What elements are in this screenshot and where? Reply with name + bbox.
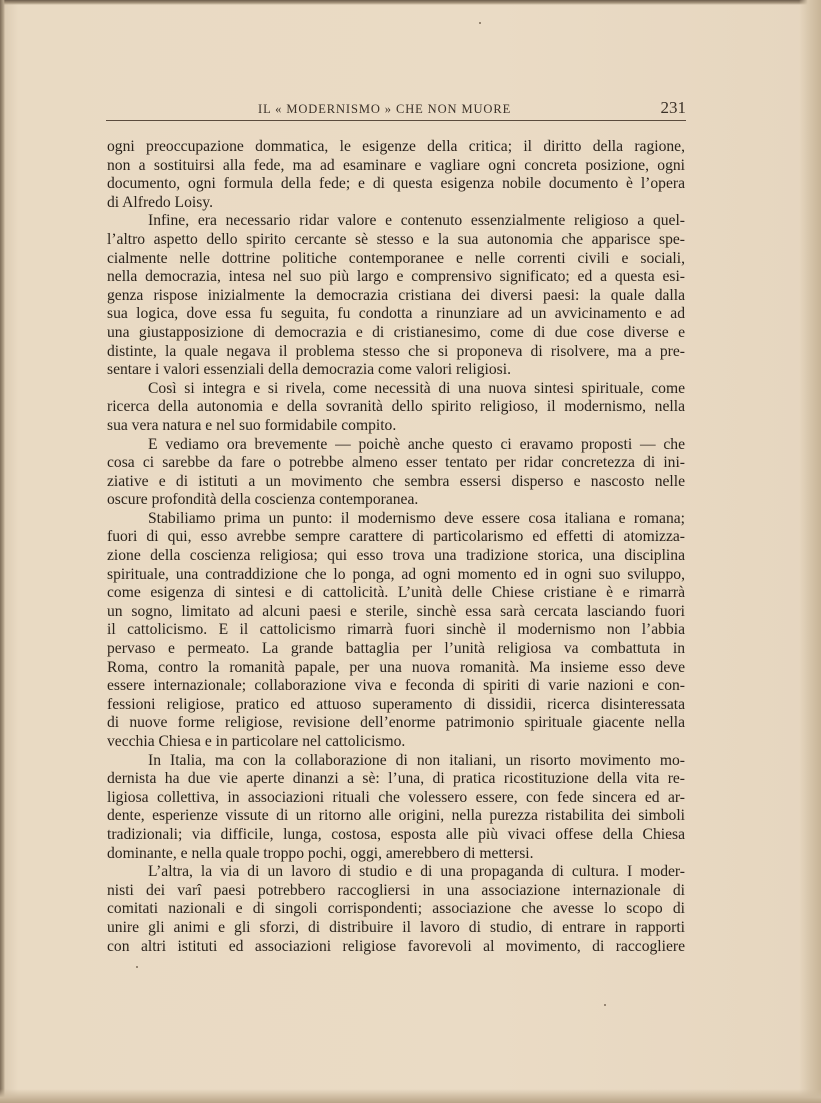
- paper-speck: [604, 1004, 606, 1006]
- text-line: nella democrazia, intesa nel suo più largo e comprensivo significato; ed a questa esi-: [107, 268, 685, 286]
- paragraph: [107, 863, 685, 956]
- text-line: con altri istituti ed associazioni religiose favorevoli al movimento, di raccogliere: [107, 937, 685, 955]
- text-line: Così si integra e si rivela, come necessità di una nuova sintesi spirituale, come: [148, 379, 685, 397]
- text-line: sua logica, dove essa fu seguita, fu condotta a rinunziare ad un avvicinamento e ad: [107, 305, 685, 323]
- text-line: l’altro aspetto dello spirito cercante sè stesso e la sua autonomia che apparisce spe-: [107, 230, 685, 248]
- text-line: di nuove forme religiose, revisione dell’enorme patrimonio spirituale giacente nella: [107, 714, 685, 732]
- text-line: dominante, e nella quale troppo pochi, oggi, amerebbero di mettersi.: [107, 844, 534, 862]
- text-line: vecchia Chiesa e in particolare nel cattolicismo.: [107, 733, 406, 750]
- text-line: ligiosa collettiva, in associazioni rituali che volessero essere, con fede sincera ed ar-: [107, 788, 685, 806]
- paragraph: [107, 510, 685, 752]
- body-text: [107, 138, 685, 956]
- text-line: L’altra, la via di un lavoro di studio e di una propaganda di cultura. I moder-: [148, 863, 685, 881]
- text-line: nisti dei varî paesi potrebbero raccogliersi in una associazione internazionale di: [107, 881, 685, 899]
- text-line: dernista ha due vie aperte dinanzi a sè: l’una, di pratica ricostituzione della vita re-: [107, 770, 685, 788]
- text-line: distinte, la quale negava il problema stesso che si proponeva di risolvere, ma a pre-: [107, 342, 685, 360]
- running-head: [106, 98, 686, 120]
- text-line: fessioni religiose, pratico ed attuoso superamento di dissidii, ricerca disinteressata: [107, 695, 685, 713]
- text-line: ogni preoccupazione dommatica, le esigenze della critica; il diritto della ragione,: [107, 138, 685, 155]
- text-line: un sogno, limitato ad alcuni paesi e sterile, sinchè essa sarà cercata lasciando fuori: [107, 602, 685, 620]
- text-line: Roma, contro la romanità papale, per una nuova romanità. Ma insieme esso deve: [107, 658, 685, 676]
- text-line: una giustapposizione di democrazia e di cristianesimo, come di due cose diverse e: [107, 323, 685, 341]
- paragraph: [107, 436, 685, 510]
- running-title: IL « MODERNISMO » CHE NON MUORE: [258, 102, 512, 116]
- text-line: cialmente nelle dottrine politiche contemporanee e nelle correnti civili e sociali,: [107, 249, 685, 267]
- text-line: non a sostituirsi alla fede, ma ad esaminare e vagliare ogni concreta posizione, ogni: [107, 156, 685, 174]
- text-line: ricerca della autonomia e della sovranità dello spirito religioso, il modernismo, nella: [107, 398, 685, 416]
- paper-speck: [136, 966, 138, 968]
- text-line: fuori di qui, esso avrebbe sempre carattere di particolarismo ed effetti di atomizza-: [107, 528, 685, 546]
- text-line: ziative e di istituti a un movimento che sembra essersi disperso e nascosto nelle: [107, 472, 685, 490]
- text-line: il cattolicismo. E il cattolicismo rimarrà fuori sinchè il modernismo non l’abbia: [107, 621, 685, 639]
- text-line: In Italia, ma con la collaborazione di non italiani, un risorto movimento mo-: [148, 751, 685, 769]
- text-line: unire gli animi e gli sforzi, di distribuire il lavoro di studio, di entrare in rapporti: [107, 918, 685, 936]
- text-line: come esigenza di sintesi e di cattolicità. L’unità delle Chiese cristiane è e rimarrà: [107, 584, 685, 602]
- text-line: documento, ogni formula della fede; e di questa esigenza nobile documento è l’opera: [107, 175, 685, 193]
- paragraph: [107, 212, 685, 379]
- page-right-fold: [799, 0, 821, 1103]
- page-number: 231: [660, 98, 686, 117]
- text-line: zione della coscienza religiosa; qui esso trova una tradizione storica, una disciplina: [107, 547, 685, 565]
- page-bottom-edge: [0, 1089, 821, 1103]
- text-line: comitati nazionali e di singoli corrispondenti; associazione che avesse lo scopo di: [107, 900, 685, 918]
- text-line: essere internazionale; collaborazione viva e feconda di spiriti di varie nazioni e con-: [107, 677, 685, 695]
- text-line: tradizionali; via difficile, lunga, costosa, esposta alle più vivaci offese della Chiesa: [107, 825, 685, 843]
- text-line: genza rispose inizialmente la democrazia cristiana dei diversi paesi: la quale dalla: [107, 286, 685, 304]
- paper-speck: [479, 22, 481, 24]
- text-line: Stabiliamo prima un punto: il modernismo deve essere cosa italiana e romana;: [148, 509, 685, 527]
- text-line: Infine, era necessario ridar valore e contenuto essenzialmente religioso a quel-: [148, 212, 685, 230]
- text-line: sentare i valori essenziali della democrazia come valori religiosi.: [107, 361, 511, 379]
- page-left-edge: [0, 0, 5, 1103]
- header-rule: [106, 120, 686, 121]
- text-line: dente, esperienze vissute di un ritorno alle origini, nella purezza ristabilita dei simboli: [107, 807, 685, 825]
- paragraph: [107, 138, 685, 212]
- text-line: spirituale, una contraddizione che lo ponga, ad ogni momento ed in ogni suo sviluppo,: [107, 565, 685, 583]
- text-line: pervaso e permeato. La grande battaglia per l’unità religiosa va combattuta in: [107, 640, 685, 658]
- text-line: sua vera natura e nel suo formidabile compito.: [107, 416, 397, 434]
- text-line: cosa ci sarebbe da fare o potrebbe almeno esser tentato per ridar concretezza di ini-: [107, 454, 685, 472]
- paragraph: [107, 380, 685, 436]
- paragraph: [107, 752, 685, 864]
- text-line: E vediamo ora brevemente — poichè anche questo ci eravamo proposti — che: [148, 435, 685, 453]
- text-line: di Alfredo Loisy.: [107, 193, 213, 211]
- text-line: oscure profondità della coscienza contemporanea.: [107, 491, 419, 509]
- page-top-edge: [0, 0, 821, 5]
